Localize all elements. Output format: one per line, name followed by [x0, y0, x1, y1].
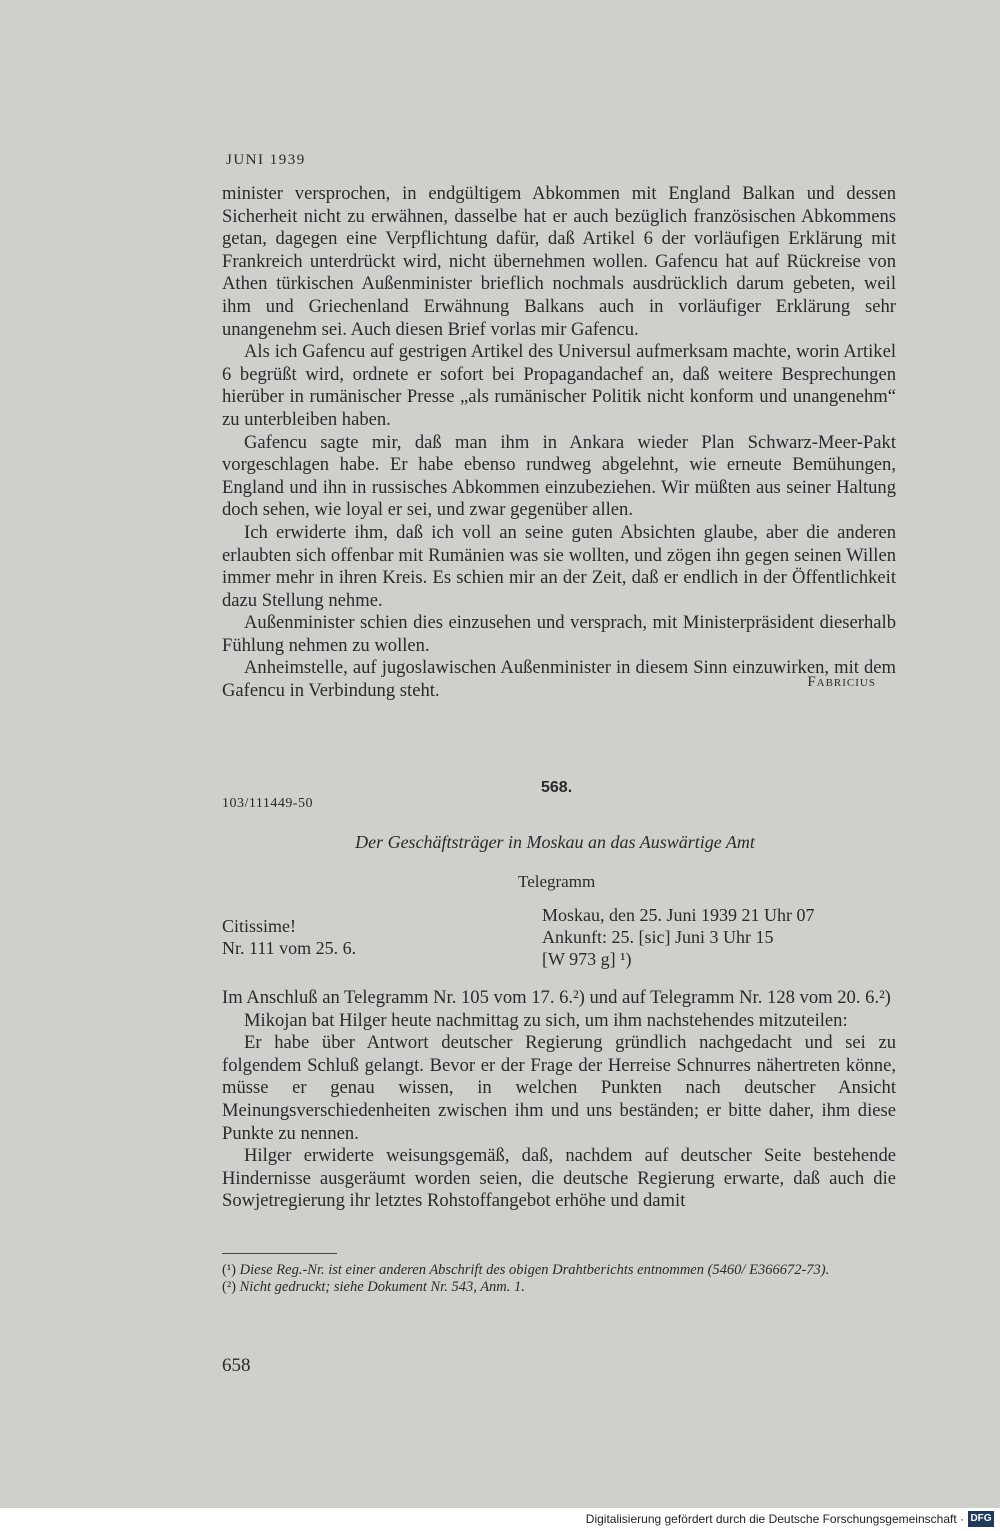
footnote-divider — [222, 1253, 337, 1254]
running-head: JUNI 1939 — [226, 152, 306, 168]
register-line: [W 973 g] ¹) — [542, 949, 632, 969]
paragraph: Als ich Gafencu auf gestrigen Artikel des Universul aufmerksam machte, worin Artikel 6 begrüßt wird, ordnete er sofort bei Propagandachef an, daß weitere Besprechungen hierüber in rumänischer Presse „als rumänischer Politik nicht konform und unangenehm“ zu unterbleiben haben. — [222, 341, 896, 430]
dfg-logo-icon: DFG — [968, 1511, 994, 1527]
paragraph: minister versprochen, in endgültigem Abkommen mit England Balkan und dessen Sicherheit nicht zu erwähnen, dasselbe hat er auch bezüglich französischen Abkommens getan, dagegen eine Verpflichtung dafür, daß Artikel 6 der vorläufigen Erklärung mit Frankreich unterdrückt wird, nicht übernehmen wollen. Gafencu hat auf Rückreise von Athen türkischen Außenminister brieflich nochmals ausdrücklich darum gebeten, weil ihm und Griechenland Erwähnung Balkans auch in vorläufiger Erklärung sehr unangenehm sei. Auch diesen Brief vorlas mir Gafencu. — [222, 183, 896, 340]
arrival-line: Ankunft: 25. [sic] Juni 3 Uhr 15 — [542, 927, 774, 947]
footnotes — [222, 1262, 902, 1296]
footnote-mark: (¹) — [222, 1262, 237, 1278]
telegram-meta-left — [222, 915, 356, 959]
paragraph: Außenminister schien dies einzusehen und versprach, mit Ministerpräsident dieserhalb Fühlung nehmen zu wollen. — [222, 612, 896, 656]
sent-line: Moskau, den 25. Juni 1939 21 Uhr 07 — [542, 905, 815, 925]
document-reference: 103/111449-50 — [222, 796, 314, 811]
paragraph: Anheimstelle, auf jugoslawischen Außenminister in diesem Sinn einzuwirken, mit dem Gafencu in Verbindung steht. — [222, 657, 896, 702]
funding-notice: Digitalisierung gefördert durch die Deutsche Forschungsgemeinschaft · — [585, 1512, 964, 1526]
footnote-text: Diese Reg.-Nr. ist einer anderen Abschrift des obigen Drahtberichts entnommen (5460/ E366672-73). — [239, 1262, 830, 1278]
paragraph: Mikojan bat Hilger heute nachmittag zu sich, um ihm nachstehendes mitzuteilen: — [244, 1009, 848, 1031]
signature: Fabricius — [807, 674, 876, 690]
telegram-meta-right — [542, 904, 815, 970]
priority-label: Citissime! — [222, 916, 297, 936]
footnote-mark: (²) — [222, 1279, 237, 1295]
page-number: 658 — [222, 1355, 251, 1376]
document-text — [222, 987, 896, 1213]
paragraph: Hilger erwiderte weisungsgemäß, daß, nachdem auf deutscher Seite bestehende Hindernisse ausgeräumt worden seien, die deutsche Regierung erwarte, daß auch die Sowjetregierung ihr letztes Rohstoffangebot erhöhe und damit — [222, 1145, 896, 1212]
document-title: Der Geschäftsträger in Moskau an das Auswärtige Amt — [355, 832, 755, 852]
document-type: Telegramm — [518, 872, 596, 891]
footnote — [222, 1279, 902, 1296]
paragraph: Gafencu sagte mir, daß man ihm in Ankara wieder Plan Schwarz-Meer-Pakt vorgeschlagen habe. Er habe ebenso rundweg abgelehnt, wie erneute Bemühungen, England und ihn in russisches Abkommen einzubeziehen. Wir müßten aus seiner Haltung doch sehen, wie loyal er sei, und zwar gegenüber allen. — [222, 431, 896, 521]
document-number: 568. — [541, 779, 573, 796]
paragraph: Er habe über Antwort deutscher Regierung gründlich nachgedacht und sei zu folgendem Schluß gelangt. Bevor er der Frage der Herreise Schnurres nähertreten könne, müsse er genau wissen, in welchen Punkten nach deutscher Ansicht Meinungsverschiedenheiten zwischen ihm und uns beständen; er bitte daher, ihm diese Punkte zu nennen. — [222, 1032, 896, 1144]
footer-bar — [0, 1508, 1000, 1531]
telegram-number: Nr. 111 vom 25. 6. — [222, 938, 357, 958]
paragraph: Im Anschluß an Telegramm Nr. 105 vom 17. 6.²) und auf Telegramm Nr. 128 vom 20. 6.²) — [222, 987, 891, 1008]
footnote-text: Nicht gedruckt; siehe Dokument Nr. 543, Anm. 1. — [239, 1279, 525, 1295]
section1-text — [222, 183, 896, 703]
paragraph: Ich erwiderte ihm, daß ich voll an seine guten Absichten glaube, aber die anderen erlaubten sich offenbar mit Rumänien was sie wollten, und zögen ihn gegen seinen Willen immer mehr in ihren Kreis. Es schien mir an der Zeit, daß er endlich in der Öffentlichkeit dazu Stellung nehme. — [222, 521, 896, 611]
footnote — [222, 1262, 902, 1279]
